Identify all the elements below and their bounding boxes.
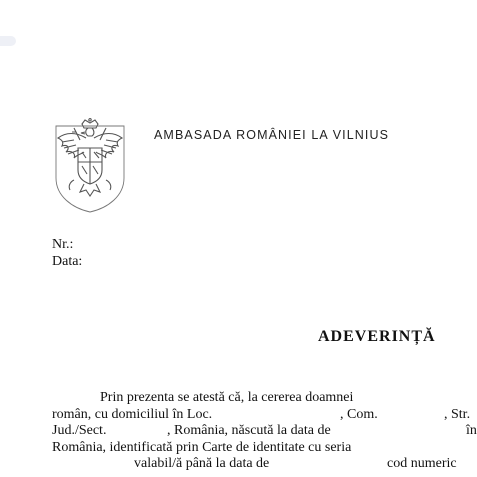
embassy-name: AMBASADA ROMÂNIEI LA VILNIUS	[154, 128, 390, 142]
body-text-fragment: , Str.	[444, 406, 471, 422]
document-title: ADEVERINȚĂ	[318, 328, 436, 345]
number-label: Nr.:	[52, 237, 74, 252]
scan-artifact	[0, 36, 16, 46]
body-line-1	[52, 390, 477, 407]
body-line-3	[52, 423, 477, 440]
body-line-5	[52, 456, 477, 473]
body-text-fragment: Jud./Sect.	[52, 423, 107, 438]
body-text-fragment: Prin prezenta se atestă că, la cererea doamnei	[100, 390, 354, 405]
body-text-fragment: în	[466, 423, 477, 438]
reference-block	[52, 236, 82, 270]
certificate-body	[52, 390, 477, 473]
body-text-fragment: România, identificată prin Carte de identitate cu seria	[52, 439, 352, 455]
body-text-fragment: , Com.	[340, 406, 378, 422]
body-text-fragment: , România, născută la data de	[167, 423, 331, 438]
romanian-coat-of-arms-icon	[52, 118, 128, 214]
body-line-2	[52, 407, 477, 424]
body-text-fragment: român, cu domiciliul în Loc.	[52, 406, 213, 422]
body-text-fragment: cod numeric	[387, 456, 457, 471]
date-label: Data:	[52, 254, 83, 269]
body-line-4	[52, 440, 477, 457]
body-text-fragment: valabil/ă până la data de	[134, 456, 270, 471]
